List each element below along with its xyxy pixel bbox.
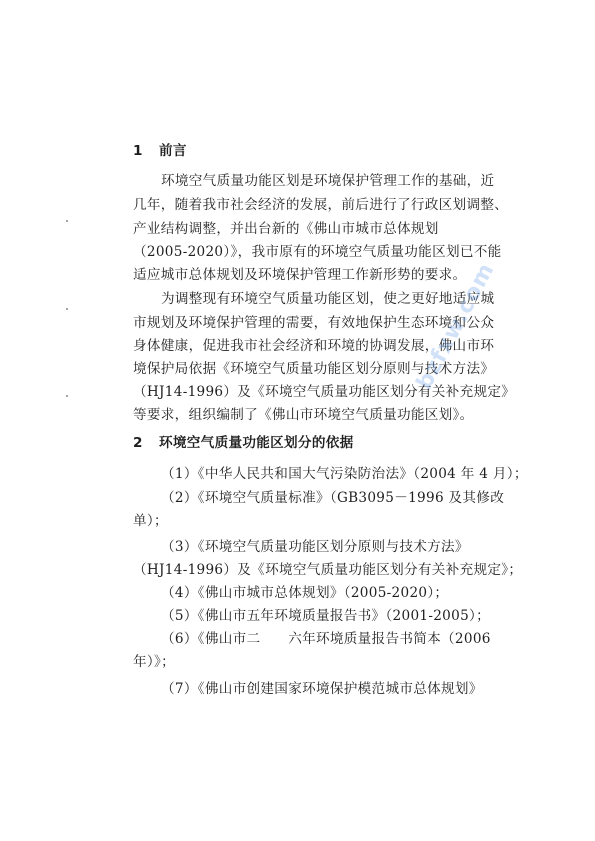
scan-dot xyxy=(66,395,68,397)
list-item-line: （7）《佛山市创建国家环境保护模范城市总体规划》 xyxy=(161,681,483,697)
paragraph-line: 几年，随着我市社会经济的发展，前后进行了行政区划调整、 xyxy=(133,197,509,213)
paragraph-line: （2005-2020）》，我市原有的环境空气质量功能区划已不能 xyxy=(133,244,502,260)
watermark-logo: bzfxw.com xyxy=(412,258,500,394)
paragraph-line: 为调整现有环境空气质量功能区划，使之更好地适应城 xyxy=(161,291,495,307)
paragraph-line: 产业结构调整，并出台新的《佛山市城市总体规划 xyxy=(133,221,439,237)
section-title: 前言 xyxy=(159,143,187,159)
list-item-line: （3）《环境空气质量功能区划分原则与技术方法》 xyxy=(161,539,469,555)
section-heading-2 xyxy=(133,434,354,452)
paragraph-line: 环境空气质量功能区划是环境保护管理工作的基础，近 xyxy=(161,173,495,189)
paragraph-line: 适应城市总体规划及环境保护管理工作新形势的要求。 xyxy=(133,267,467,283)
section-heading-1 xyxy=(133,142,187,160)
list-item-line: 年）》； xyxy=(133,654,175,670)
paragraph-line: 等要求，组织编制了《佛山市环境空气质量功能区划》。 xyxy=(133,407,474,423)
list-item-line: （1）《中华人民共和国大气污染防治法》（2004 年 4 月）； xyxy=(161,466,528,482)
list-item-line: （4）《佛山市城市总体规划》（2005-2020）； xyxy=(161,585,449,601)
section-number: 2 xyxy=(133,435,143,451)
scan-dot xyxy=(66,220,68,222)
list-item-line: （2）《环境空气质量标准》（GB3095－1996 及其修改 xyxy=(161,490,505,506)
paragraph-line: （HJ14-1996）及《环境空气质量功能区划分有关补充规定》 xyxy=(133,384,516,400)
section-number: 1 xyxy=(133,143,143,159)
paragraph-line: 身体健康，促进我市社会经济和环境的协调发展，佛山市环 xyxy=(133,338,495,354)
paragraph-line: 市规划及环境保护管理的需要，有效地保护生态环境和公众 xyxy=(133,315,495,331)
list-item-line: （HJ14-1996）及《环境空气质量功能区划分有关补充规定》； xyxy=(133,562,523,578)
list-item-line: （5）《佛山市五年环境质量报告书》（2001-2005）； xyxy=(161,608,491,624)
section-title: 环境空气质量功能区划分的依据 xyxy=(159,435,354,451)
list-item-line: （6）《佛山市二 六年环境质量报告书简本（2006 xyxy=(161,631,491,647)
scan-dot xyxy=(66,308,68,310)
paragraph-line: 境保护局依据《环境空气质量功能区划分原则与技术方法》 xyxy=(133,361,495,377)
list-item-line: 单）； xyxy=(133,513,168,529)
